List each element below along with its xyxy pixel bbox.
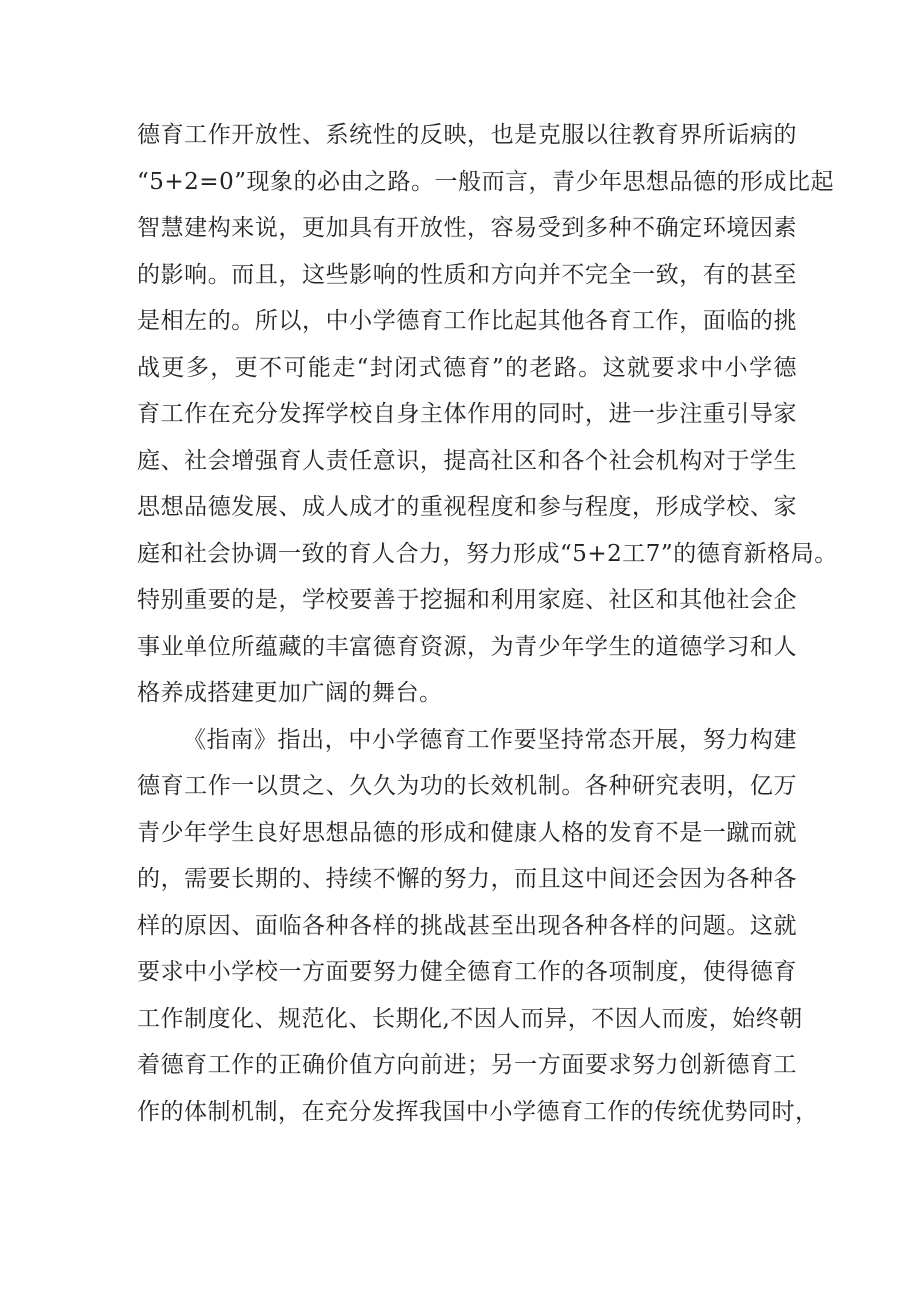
text-line: 德育工作开放性、系统性的反映，也是克服以往教育界所诟病的: [137, 122, 797, 148]
text-line: 庭和社会协调一致的育人合力，努力形成“5+2工7”的德育新格局。: [137, 540, 838, 567]
text-line: 智慧建构来说，更加具有开放性，容易受到多种不确定环境因素: [137, 215, 797, 241]
text-line: 青少年学生良好思想品德的形成和健康人格的发育不是一蹴而就: [137, 819, 797, 846]
text-line: 格养成搭建更加广阔的舞台。: [137, 680, 443, 706]
text-line: “5+2=0”现象的必由之路。一般而言，青少年思想品德的形成比起: [137, 168, 834, 195]
text-line: 的影响。而且，这些影响的性质和方向并不完全一致，有的甚至: [137, 261, 797, 288]
text-line: 样的原因、面临各种各样的挑战甚至出现各种各样的问题。这就: [137, 912, 797, 939]
text-line: 庭、社会增强育人责任意识，提高社区和各个社会机构对于学生: [137, 447, 797, 474]
document-body: [137, 112, 838, 1135]
text-line: 作的体制机制，在充分发挥我国中小学德育工作的传统优势同时，: [137, 1098, 819, 1125]
paragraph-1: [137, 112, 838, 717]
text-line: 的，需要长期的、持续不懈的努力，而且这中间还会因为各种各: [137, 866, 797, 892]
text-line: 德育工作一以贯之、久久为功的长效机制。各种研究表明，亿万: [137, 773, 797, 799]
text-line: 工作制度化、规范化、长期化,不因人而异，不因人而废，始终朝: [137, 1005, 803, 1032]
text-line: 着德育工作的正确价值方向前进；另一方面要求努力创新德育工: [137, 1052, 797, 1078]
paragraph-2: [137, 717, 819, 1136]
text-line: 是相左的。所以，中小学德育工作比起其他各育工作，面临的挑: [137, 308, 797, 334]
text-line: 要求中小学校一方面要努力健全德育工作的各项制度，使得德育: [137, 959, 797, 985]
text-line: 思想品德发展、成人成才的重视程度和参与程度，形成学校、家: [137, 494, 797, 520]
text-line: 特别重要的是，学校要善于挖掘和利用家庭、社区和其他社会企: [137, 587, 797, 613]
text-line: 育工作在充分发挥学校自身主体作用的同时，进一步注重引导家: [137, 401, 797, 427]
text-line: 事业单位所蕴藏的丰富德育资源，为青少年学生的道德学习和人: [137, 633, 797, 660]
text-line: 战更多，更不可能走“封闭式德育”的老路。这就要求中小学德: [137, 354, 797, 381]
text-line: 《指南》指出，中小学德育工作要坚持常态开展，努力构建: [183, 726, 797, 753]
